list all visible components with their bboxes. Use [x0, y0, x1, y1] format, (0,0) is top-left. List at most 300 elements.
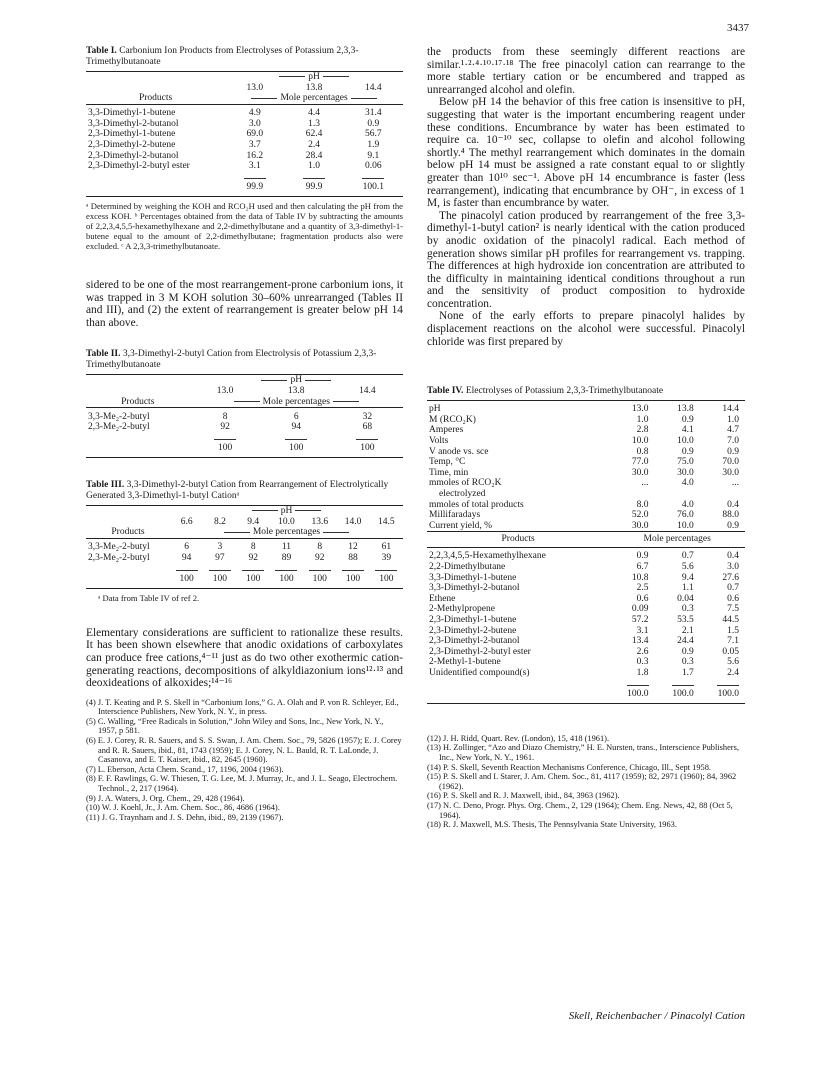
reference-item: (17) N. C. Deno, Progr. Phys. Org. Chem., 2, 129 (1964); Chem. Eng. News, 42, 88 (Oct 5, 1964). — [427, 800, 733, 820]
table4-value: 0.9 — [681, 646, 694, 657]
table1-row — [86, 108, 403, 119]
table1-ph-value: 13.0 — [246, 82, 264, 93]
table1-value: 1.9 — [367, 140, 380, 151]
table1 — [86, 71, 403, 197]
table1-value: 0.06 — [365, 161, 382, 172]
right-column — [427, 46, 745, 830]
left-paragraph-2: Elementary considerations are sufficient to rationalize these results. It has been shown elsewhere that anodic oxidations of carboxylates can produce free cations,⁴⁻¹¹ just as do two other exothermic cation-generating reactions, decompositions of alkyldiazonium ions¹²·¹³ and deoxideations of alkoxides;¹⁴⁻¹⁶ — [86, 626, 403, 690]
table2-col-products: Products — [121, 396, 155, 407]
table1-product-name: 3,3-Dimethyl-2-butanol — [88, 118, 179, 129]
table2-total-rule-row — [86, 433, 403, 444]
table4-condition-row — [427, 447, 745, 458]
table4-condition-label: Current yield, % — [429, 520, 493, 531]
table4-value: 1.1 — [681, 583, 694, 594]
table4-condition-value: 10.0 — [677, 436, 694, 447]
table1-value: 2.4 — [308, 140, 320, 151]
table4-product-row — [427, 647, 745, 658]
table4-caption — [427, 386, 745, 397]
table4-product-name: 2,3-Dimethyl-1-butene — [429, 615, 517, 626]
table2-row — [86, 422, 403, 433]
table4-condition-label: mmoles of total products — [429, 499, 524, 510]
table4-product-row — [427, 551, 745, 562]
table2-blank-cell — [86, 375, 190, 386]
table1-ph-label-cell — [225, 72, 403, 83]
table4-condition-label: electrolyzed — [439, 489, 486, 499]
table4-product-row — [427, 657, 745, 668]
table4-condition-value — [609, 489, 654, 500]
table2-value: 94 — [291, 422, 301, 433]
table2-ph-row — [86, 375, 403, 386]
table2-ph-values-row — [86, 386, 403, 397]
table2-row — [86, 412, 403, 423]
table3 — [86, 505, 403, 589]
table4-value: 0.9 — [636, 551, 649, 562]
table3-col-mole: Mole percentages — [252, 527, 321, 538]
table4-value: 0.7 — [727, 583, 739, 594]
table4-value: 57.2 — [631, 615, 649, 626]
table2-ph-label: pH — [290, 375, 303, 386]
table4-total-value: 100.0 — [627, 689, 649, 700]
table3-column-heads-row — [86, 527, 403, 538]
table4-product-row — [427, 626, 745, 637]
table3-total-value: 100 — [279, 574, 294, 585]
table2-total-rule — [332, 433, 403, 444]
table3-col-mole-cell — [170, 527, 403, 538]
table4-total-rule — [700, 679, 745, 690]
table4-product-name: Ethene — [429, 593, 456, 604]
table4-condition-value: ... — [731, 478, 739, 489]
table2-value: 6 — [293, 411, 299, 422]
table4-condition-label: pH — [429, 404, 441, 415]
table4-condition-row — [427, 401, 745, 415]
table2-ph-label-cell — [190, 375, 403, 386]
table3-total-value: 100 — [345, 574, 361, 585]
page-number: 3437 — [727, 22, 749, 34]
table4-condition-value: 0.9 — [681, 414, 694, 425]
left-paragraph-1: sidered to be one of the most rearrangement-prone carbonium ions, it was trapped in 3 M KOH solution 30–60% unrearranged (Tables II and III), and (2) the extent of rearrangement is greater below pH 14 than above. — [86, 279, 403, 329]
table4-condition-value: 1.0 — [636, 414, 649, 425]
table3-ph-row — [86, 506, 403, 517]
table1-value: 16.2 — [246, 150, 264, 161]
table2-total-rule — [261, 433, 332, 444]
table4-condition-value: 52.0 — [631, 510, 649, 521]
table4-condition-value: 13.0 — [631, 404, 649, 415]
table4-condition-value: 0.9 — [727, 446, 739, 457]
table4-condition-row — [427, 500, 745, 511]
table4-value: 7.5 — [727, 604, 739, 615]
table1-value: 62.4 — [305, 129, 323, 140]
table3-value: 12 — [348, 542, 358, 553]
table3-value: 8 — [317, 542, 323, 553]
table3-ph-label: pH — [280, 506, 293, 517]
table1-col-mole: Mole percentages — [280, 93, 348, 104]
table3-total-rule — [336, 564, 369, 575]
table3-value: 89 — [281, 552, 292, 563]
table3-value: 39 — [381, 552, 392, 563]
table2-col-mole: Mole percentages — [262, 396, 330, 407]
table4-product-name: 2,2,3,4,5,5-Hexamethylhexane — [429, 551, 546, 562]
table4-product-row — [427, 615, 745, 626]
table2-col-mole-cell — [190, 397, 403, 408]
table4-column-heads-row — [427, 532, 745, 548]
table4-value: 0.05 — [722, 646, 739, 657]
table4-value: 13.4 — [631, 636, 649, 647]
table4-total-value: 100.0 — [717, 689, 739, 700]
table4-condition-value: 75.0 — [677, 457, 694, 468]
reference-item: (7) L. Eberson, Acta Chem. Scand., 17, 1196, 2004 (1963). — [86, 764, 284, 774]
table1-product-name: 2,3-Dimethyl-2-butene — [88, 140, 176, 151]
table4-product-name: 2,2-Dimethylbutane — [429, 562, 506, 573]
table3-total-rule — [203, 564, 236, 575]
reference-item: (5) C. Walling, “Free Radicals in Solution,” John Wiley and Sons, Inc., New York, N. Y., 1957, p 581. — [86, 716, 384, 736]
table1-label: Table I. — [86, 46, 117, 56]
table3-total-rule — [303, 564, 336, 575]
table4-value: 5.6 — [727, 657, 739, 668]
table4-value: 1.5 — [727, 625, 739, 636]
table3-value: 92 — [315, 552, 325, 563]
table1-value: 3.1 — [248, 161, 261, 172]
table1-total-value: 100.1 — [362, 182, 384, 193]
table2-total-value: 100 — [289, 443, 304, 454]
table4-product-row — [427, 562, 745, 573]
table4-condition-value: 77.0 — [631, 457, 649, 468]
table4-condition-value: 30.0 — [631, 467, 649, 478]
table4-total-rule — [609, 679, 654, 690]
references-right — [427, 734, 745, 830]
reference-item: (8) F. F. Rawlings, G. W. Thiesen, T. G. Lee, M. J. Murray, Jr., and J. L. Seago, Electrochem. Technol., 2, 217 (1964). — [86, 774, 398, 794]
table2-body — [86, 408, 403, 433]
table1-col-products: Products — [138, 93, 173, 104]
table1-product-name: 2,3-Dimethyl-2-butyl ester — [88, 161, 190, 172]
table4-product-name: 2-Methyl-1-butene — [429, 657, 501, 668]
table3-caption — [86, 480, 403, 502]
table4-product-row — [427, 636, 745, 647]
table4-condition-value: 8.0 — [636, 499, 649, 510]
table4-condition-label: Volts — [429, 436, 449, 447]
table1-value: 56.7 — [365, 129, 382, 140]
table4-condition-label: M (RCO₂K) — [429, 414, 476, 425]
table4-value: 2.4 — [727, 668, 739, 678]
table4-condition-value: 0.8 — [636, 446, 649, 457]
table2-totals-row — [86, 443, 403, 457]
table4-product-row — [427, 573, 745, 584]
table2-totals — [86, 433, 403, 458]
table4-condition-value: 10.0 — [631, 436, 649, 447]
table2-total-rule — [190, 433, 261, 444]
table4-condition-value: 7.0 — [727, 436, 739, 447]
table3-total-rule-row — [86, 564, 403, 575]
table3-value: 6 — [184, 542, 190, 553]
table1-value: 3.7 — [248, 140, 261, 151]
table4-label: Table IV. — [427, 386, 464, 397]
table4-condition-label: V anode vs. sce — [429, 446, 489, 457]
reference-item: (10) W. J. Koehl, Jr., J. Am. Chem. Soc., 86, 4686 (1964). — [86, 803, 280, 813]
table1-col-mole-cell — [225, 93, 403, 104]
table4-condition-value: 4.0 — [681, 478, 694, 489]
table1-value: 69.0 — [246, 129, 264, 140]
table2-product-name: 3,3-Me₂-2-butyl — [88, 411, 150, 422]
table4-condition-value: 30.0 — [631, 520, 649, 531]
table1-total-rule — [284, 172, 343, 183]
table3-value: 88 — [348, 552, 358, 563]
table4-blank-cell — [427, 679, 609, 690]
table2-label: Table II. — [86, 349, 121, 360]
table1-row — [86, 129, 403, 140]
table3-total-value: 100 — [179, 574, 194, 585]
table4-value: 0.4 — [727, 551, 739, 562]
table4-condition-value: 2.8 — [636, 425, 649, 436]
table3-total-rule — [237, 564, 270, 575]
table2-caption — [86, 349, 403, 371]
table4-value: 6.7 — [636, 562, 649, 573]
table4-condition-label: Millifaradays — [429, 510, 481, 521]
table4-condition-value — [655, 489, 700, 500]
references-left — [86, 698, 403, 823]
table3-title: 3,3-Dimethyl-2-butyl Cation from Rearrangement of Electrolytically Generated 3,3-Dimethyl-1-butyl Cationᵃ — [86, 480, 389, 502]
table4-value: 1.8 — [636, 668, 649, 678]
table1-row — [86, 161, 403, 172]
table3-product-name: 3,3-Me₂-2-butyl — [88, 542, 150, 553]
table2-total-value: 100 — [217, 443, 233, 454]
table3-ph-value: 8.2 — [213, 516, 226, 527]
table3-label: Table III. — [86, 480, 125, 491]
table3-ph-value: 14.5 — [378, 516, 395, 527]
table3-blank-cell — [86, 506, 170, 517]
table1-totals — [86, 172, 403, 197]
table4-value: 0.6 — [636, 593, 649, 604]
table4-product-row — [427, 604, 745, 615]
table2-column-heads-row — [86, 397, 403, 408]
table1-row — [86, 119, 403, 130]
table3-product-name: 2,3-Me₂-2-butyl — [88, 552, 150, 563]
table4-total-value: 100.0 — [672, 689, 694, 700]
table1-value: 1.0 — [308, 161, 320, 172]
table1-value: 4.9 — [248, 108, 261, 119]
table1-column-heads-row — [86, 93, 403, 104]
table1-footnote: ᵃ Determined by weighing the KOH and RCO₂H used and then calculating the pH from the excess KOH. ᵇ Percentages obtained from the data of Table IV by subtracting the amounts of 2,2,3,4,5,5-hexamethylhexane and 2,2-dimethylbutane and a quantity of 3,3-dimethyl-1-butene equal to the amount of 2,2-dimethylbutane; fragmentation products also were excluded. ᶜ A 2,3,3-trimethylbutanoate. — [86, 201, 403, 252]
table4-col-products: Products — [501, 534, 535, 545]
reference-item: (13) H. Zollinger, “Azo and Diazo Chemistry,” H. E. Nursten, trans., Interscience Publishers, Inc., New York, N. Y., 1961. — [427, 743, 739, 762]
reference-item: (18) R. J. Maxwell, M.S. Thesis, The Pennsylvania State University, 1963. — [427, 820, 677, 830]
table4-condition-label: Amperes — [429, 425, 464, 436]
table4-value: 0.09 — [631, 604, 649, 615]
table4-condition-row — [427, 521, 745, 532]
table1-title: Carbonium Ion Products from Electrolyses of Potassium 2,3,3-Trimethylbutanoate — [86, 46, 359, 67]
table1-total-value: 99.9 — [246, 182, 264, 193]
table1-product-name: 2,3-Dimethyl-1-butene — [88, 129, 176, 140]
right-paragraph-3: The pinacolyl cation produced by rearrangement of the free 3,3-dimethyl-1-butyl cation² is nearly identical with the cation produced by anodic oxidation of the pinacolyl radical. Each method of generation shows similar pH profiles for rearrangement vs. trapping. The differences at high hydroxide ion concentration are attributed to the difficulty in maintaining identical conditions throughout a run and the sensitivity of product composition to hydroxide concentration. — [427, 209, 745, 310]
table1-ph-value: 14.4 — [365, 82, 382, 93]
table4-value: 2.5 — [636, 583, 649, 594]
table4-condition-value: ... — [641, 478, 649, 489]
table1-blank-cell — [86, 172, 225, 183]
table3-body — [86, 538, 403, 563]
table3-total-value: 100 — [379, 574, 394, 585]
table4-header — [427, 532, 745, 548]
table1-product-name: 3,3-Dimethyl-1-butene — [88, 108, 176, 119]
table4-value: 0.3 — [681, 604, 694, 615]
table4-product-name: Unidentified compound(s) — [429, 668, 530, 678]
table1-blank-cell — [86, 72, 225, 83]
table1-blank-cell — [86, 83, 225, 94]
table4-condition-value: 88.0 — [722, 510, 739, 521]
table1-total-value: 99.9 — [305, 182, 323, 193]
table4-blank-cell — [427, 689, 609, 703]
table3-ph-label-cell — [170, 506, 403, 517]
table4-condition-value: 13.8 — [677, 404, 694, 415]
table3-total-value: 100 — [212, 574, 228, 585]
table4-condition-row — [427, 415, 745, 426]
table2-blank-cell — [86, 386, 190, 397]
table3-row — [86, 553, 403, 564]
left-column — [86, 46, 403, 822]
table4-product-name: 2,3-Dimethyl-2-butyl ester — [429, 646, 531, 657]
table1-ph-label: pH — [308, 72, 320, 82]
table4-condition-row — [427, 436, 745, 447]
table3-totals-row — [86, 574, 403, 588]
table1-value: 9.1 — [367, 150, 380, 161]
table4-value: 1.7 — [681, 668, 694, 678]
table1-header — [86, 72, 403, 105]
table4-totals-row — [427, 689, 745, 703]
table4-value: 9.4 — [681, 572, 694, 583]
table3-value: 94 — [181, 552, 192, 563]
table3-ph-value: 14.0 — [344, 516, 362, 527]
table3-blank-cell — [86, 574, 170, 588]
table2-blank-cell — [86, 433, 190, 444]
table1-blank-cell — [86, 182, 225, 196]
table4-condition-value: 1.0 — [727, 414, 739, 425]
table4-condition-row — [427, 478, 745, 489]
table4-condition-value: 4.7 — [727, 425, 739, 436]
table1-ph-row — [86, 72, 403, 83]
table4-product-row — [427, 594, 745, 605]
table4-condition-row — [427, 489, 745, 500]
table4-condition-value: 4.0 — [681, 499, 694, 510]
table3-value: 97 — [215, 552, 225, 563]
running-footer: Skell, Reichenbacher / Pinacolyl Cation — [568, 1010, 745, 1022]
reference-item: (4) J. T. Keating and P. S. Skell in “Carbonium Ions,” G. A. Olah and P. von R. Schleyer, Ed., Interscience Publishers, New York, N. Y., in press. — [86, 697, 399, 717]
reference-item: (6) E. J. Corey, R. R. Sauers, and S. S. Swan, J. Am. Chem. Soc., 79, 5826 (1957); E. J. Corey and R. R. Sauers, ibid., 81, 1743 (1959); E. J. Corey, N. L. Bauld, R. T. LaLonde, J. Casanova, and E. T. Kaiser, ibid., 82, 2645 (1960). — [86, 736, 402, 765]
table4-product-name: 2,3-Dimethyl-2-butanol — [429, 636, 520, 647]
reference-item: (16) P. S. Skell and R. J. Maxwell, ibid., 84, 3963 (1962). — [427, 791, 620, 801]
table3-blank-cell — [86, 517, 170, 528]
table3-blank-cell — [86, 564, 170, 575]
table4-value: 7.1 — [727, 636, 739, 647]
table3-ph-value: 9.4 — [247, 516, 260, 527]
table1-total-rule-row — [86, 172, 403, 183]
table2-value: 8 — [222, 411, 228, 422]
table4-condition-value: 10.0 — [677, 520, 694, 531]
table2-value: 92 — [220, 422, 230, 433]
table3-header — [86, 506, 403, 539]
table1-value: 31.4 — [365, 108, 382, 119]
table4-condition-row — [427, 425, 745, 436]
table4-condition-row — [427, 468, 745, 479]
table4-value: 2.6 — [636, 646, 649, 657]
table4-condition-value — [700, 489, 745, 500]
table4-value: 44.5 — [722, 615, 739, 626]
table3-total-value: 100 — [312, 574, 327, 585]
table4-condition-value: 14.4 — [722, 404, 739, 415]
table4-conditions — [427, 401, 745, 532]
table4-value: 0.7 — [681, 551, 694, 562]
right-paragraph-4: None of the early efforts to prepare pinacolyl halides by displacement reactions on the alcohol were successful. Pinacolyl chloride was first prepared by — [427, 310, 745, 348]
table4-condition-row — [427, 510, 745, 521]
table4-condition-label: Temp, °C — [429, 457, 466, 468]
table4-condition-label: Time, min — [429, 467, 469, 478]
table1-row — [86, 140, 403, 151]
table4-product-row — [427, 583, 745, 594]
table4-condition-value: 0.9 — [681, 446, 694, 457]
table4-product-name: 3,3-Dimethyl-2-butanol — [429, 583, 520, 594]
table4-value: 5.6 — [681, 562, 694, 573]
table1-total-rule — [344, 172, 403, 183]
table4-col-mole: Mole percentages — [643, 534, 711, 545]
right-paragraph-2: Below pH 14 the behavior of this free cation is insensitive to pH, suggesting that water is the important encumbering reagent under these conditions. Encumbrance by water has been estimated to require ca. 10⁻¹⁰ sec, collapse to olefin and alcohol following shortly.⁴ The methyl rearrangement which dominates in the domain below pH 14 must be assigned a rate constant equal to or slightly greater than 10¹⁰ sec⁻¹. Above pH 14 encumbrance is faster (less rearrangement), indicating that encumbrance by OH⁻, in excess of 1 M, is faster than encumbrance by water. — [427, 96, 745, 210]
table4-body — [427, 547, 745, 678]
table4-value: 3.0 — [727, 562, 739, 573]
table3-value: 8 — [250, 542, 256, 553]
table4-condition-value: 30.0 — [722, 467, 739, 478]
table1-value: 28.4 — [305, 150, 323, 161]
table4-totals — [427, 679, 745, 704]
table3-footnote: ᵃ Data from Table IV of ref 2. — [98, 592, 200, 603]
table4-value: 53.5 — [677, 615, 694, 626]
table3-ph-values-row — [86, 517, 403, 528]
table2-value: 68 — [362, 422, 373, 433]
table3-total-rule — [170, 564, 203, 575]
table4 — [427, 400, 745, 704]
table4-value: 2.1 — [681, 625, 694, 636]
table2-value: 32 — [362, 411, 373, 422]
table2 — [86, 374, 403, 458]
table4-product-name: 2-Methylpropene — [429, 604, 495, 615]
table3-value: 11 — [281, 542, 292, 553]
reference-item: (14) P. S. Skell, Seventh Reaction Mechanisms Conference, Chicago, Ill., Sept 1958. — [427, 762, 712, 772]
table3-total-value: 100 — [246, 574, 261, 585]
table2-blank-cell — [86, 443, 190, 457]
table4-condition-value: 4.1 — [681, 425, 694, 436]
table2-total-value: 100 — [360, 443, 375, 454]
table3-ph-value: 10.0 — [278, 516, 295, 527]
table2-ph-value: 14.4 — [359, 386, 376, 396]
table4-condition-value: 30.0 — [677, 467, 694, 478]
table1-totals-row — [86, 182, 403, 196]
table4-condition-row — [427, 457, 745, 468]
table3-totals — [86, 564, 403, 589]
table4-condition-value: 76.0 — [677, 510, 694, 521]
table3-col-products: Products — [111, 527, 145, 538]
table1-caption — [86, 46, 403, 68]
reference-item: (15) P. S. Skell and I. Starer, J. Am. Chem. Soc., 81, 4117 (1959); 82, 2971 (1960); 84, 3962 (1962). — [427, 772, 737, 791]
table4-value: 0.6 — [727, 593, 739, 604]
reference-item: (9) J. A. Waters, J. Org. Chem., 29, 428 (1964). — [86, 793, 245, 803]
table1-value: 1.3 — [308, 118, 320, 129]
table3-value: 92 — [248, 552, 258, 563]
table4-product-name: 2,3-Dimethyl-2-butene — [429, 625, 517, 636]
table4-value: 27.6 — [722, 572, 739, 583]
table3-value: 61 — [381, 542, 392, 553]
table4-product-name: 3,3-Dimethyl-1-butene — [429, 572, 517, 583]
table4-value: 10.8 — [631, 572, 649, 583]
table2-ph-value: 13.0 — [216, 386, 234, 396]
table1-value: 0.9 — [367, 118, 380, 129]
table4-condition-label: mmoles of RCO₂K — [429, 478, 502, 489]
table1-value: 3.0 — [248, 118, 261, 129]
table4-value: 3.1 — [636, 625, 649, 636]
reference-item: (12) J. H. Ridd, Quart. Rev. (London), 15, 418 (1961). — [427, 733, 610, 743]
